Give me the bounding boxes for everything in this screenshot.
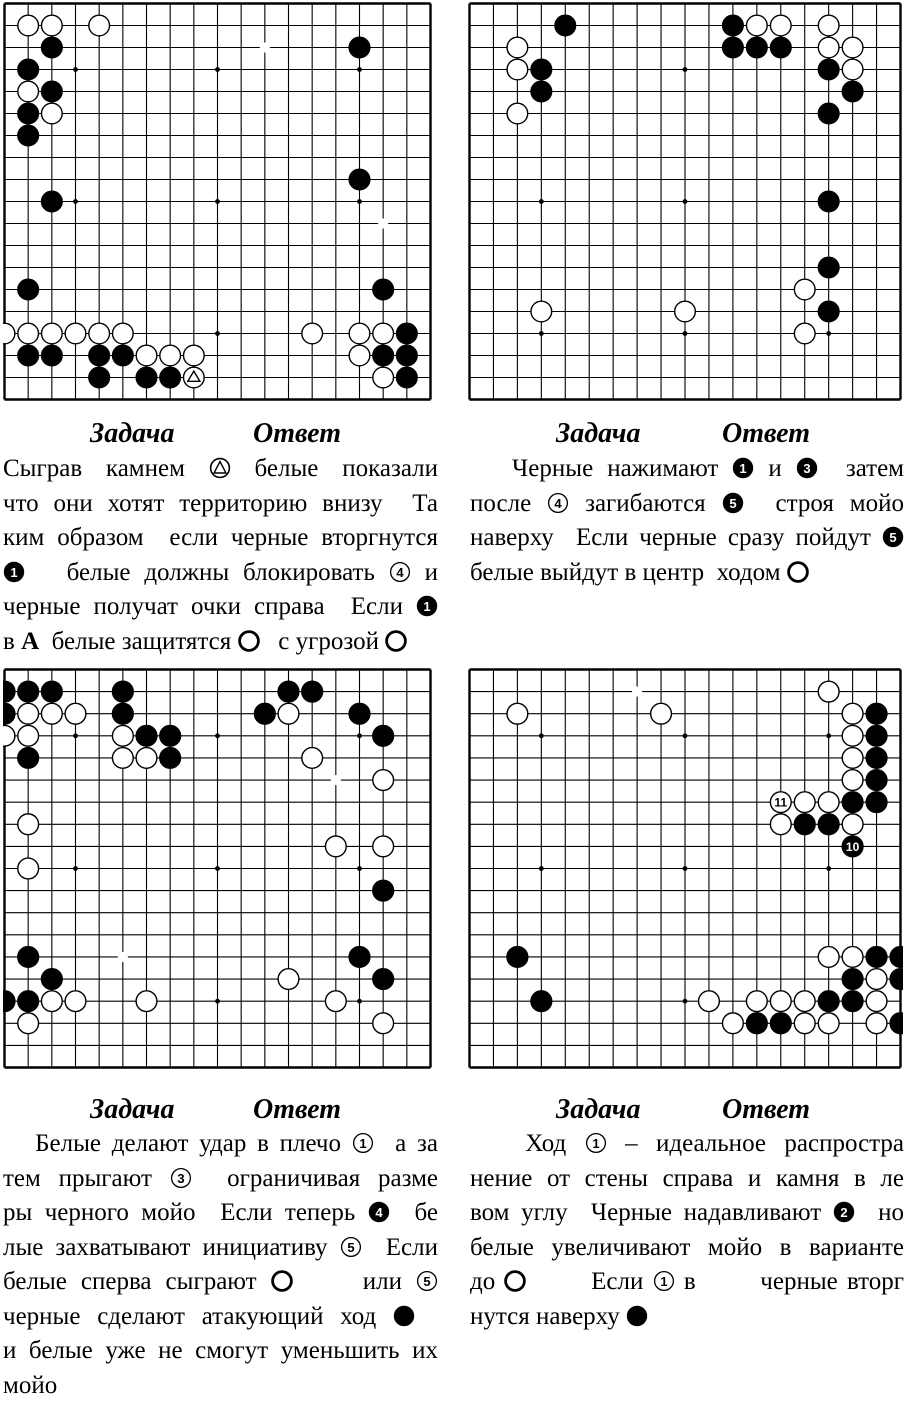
white-stone — [507, 37, 528, 58]
white-stone — [18, 1013, 39, 1034]
explanation-line: в A белые защитятся с угрозой — [3, 625, 438, 660]
black-stone — [531, 81, 552, 102]
explanation-line: 1 белые должны блокировать 4 и — [3, 556, 438, 591]
white-stone — [183, 367, 204, 388]
white-stone — [278, 703, 299, 724]
white-stone-icon — [585, 1132, 607, 1154]
star-point — [215, 866, 220, 871]
black-stone-icon — [3, 561, 25, 583]
black-stone — [818, 59, 839, 80]
white-stone — [818, 15, 839, 36]
explanation-line: и белые уже не смогут уменьшить их — [3, 1334, 438, 1369]
white-stone — [278, 969, 299, 990]
explanation-line: белые увеличивают мойо в варианте — [470, 1231, 904, 1266]
black-stone — [349, 703, 370, 724]
triangle-stone-icon — [209, 457, 231, 479]
black-stone — [507, 947, 528, 968]
star-point — [683, 199, 688, 204]
heading-answer-3: Ответ — [253, 1094, 341, 1126]
svg-text:4: 4 — [555, 496, 563, 511]
white-stone-icon — [352, 1132, 374, 1154]
go-board-4 — [468, 668, 903, 1070]
white-stone — [818, 681, 839, 702]
black-stone — [136, 367, 157, 388]
black-stone — [818, 103, 839, 124]
white-stone — [41, 15, 62, 36]
white-stone-icon — [385, 630, 407, 652]
black-stone — [890, 1013, 903, 1034]
black-stone — [842, 969, 863, 990]
star-point — [73, 866, 78, 871]
explanation-text-3 — [3, 1127, 438, 1403]
explanation-line: ким образом если черные вторгнутся — [3, 521, 438, 556]
explanation-line: лые захватывают инициативу 5 Если — [3, 1231, 438, 1266]
white-stone-icon — [238, 630, 260, 652]
white-stone — [507, 59, 528, 80]
star-point — [357, 67, 362, 72]
heading-task-1: Задача — [90, 418, 174, 450]
white-stone — [842, 59, 863, 80]
black-stone — [890, 947, 903, 968]
white-stone — [675, 301, 696, 322]
white-stone — [41, 703, 62, 724]
star-point — [683, 331, 688, 336]
white-stone-icon — [340, 1236, 362, 1258]
star-point — [683, 67, 688, 72]
white-stone — [818, 947, 839, 968]
explanation-line: нение от стены справа и камня в ле — [470, 1162, 904, 1197]
black-stone — [890, 969, 903, 990]
heading-answer-4: Ответ — [722, 1094, 810, 1126]
star-point — [73, 67, 78, 72]
black-stone — [18, 59, 39, 80]
black-stone — [89, 345, 110, 366]
white-stone-icon — [787, 561, 809, 583]
white-stone — [373, 770, 394, 791]
point-A-marker — [118, 952, 128, 962]
white-stone — [866, 991, 887, 1012]
black-stone — [112, 345, 133, 366]
black-stone — [555, 15, 576, 36]
white-stone — [136, 345, 157, 366]
white-stone — [325, 836, 346, 857]
white-stone — [373, 836, 394, 857]
black-stone — [18, 279, 39, 300]
black-stone — [41, 191, 62, 212]
black-stone — [770, 1013, 791, 1034]
black-stone — [818, 191, 839, 212]
black-stone — [723, 15, 744, 36]
black-stone — [866, 947, 887, 968]
explanation-line: белые сперва сыграют или 5 — [3, 1265, 438, 1300]
black-stone — [746, 37, 767, 58]
white-stone — [18, 81, 39, 102]
star-point — [215, 199, 220, 204]
white-stone — [18, 15, 39, 36]
white-stone — [325, 991, 346, 1012]
svg-text:3: 3 — [803, 461, 810, 476]
white-stone — [41, 991, 62, 1012]
black-stone — [160, 367, 181, 388]
black-stone — [349, 169, 370, 190]
black-stone — [41, 681, 62, 702]
white-stone — [349, 323, 370, 344]
white-stone — [842, 748, 863, 769]
explanation-line: тем прыгают 3 ограничивая разме — [3, 1162, 438, 1197]
svg-text:5: 5 — [729, 496, 736, 511]
white-stone — [373, 367, 394, 388]
explanation-text-2 — [470, 452, 904, 590]
white-stone — [651, 703, 672, 724]
explanation-line: Черные нажимают 1 и 3 затем — [470, 452, 904, 487]
black-stone — [866, 725, 887, 746]
black-stone — [818, 991, 839, 1012]
point-A-marker — [331, 775, 341, 785]
black-stone — [818, 814, 839, 835]
star-point — [357, 199, 362, 204]
white-stone-icon — [547, 492, 569, 514]
white-stone — [866, 969, 887, 990]
svg-text:2: 2 — [840, 1205, 847, 1220]
svg-text:4: 4 — [396, 565, 404, 580]
black-stone — [89, 367, 110, 388]
black-stone — [3, 991, 15, 1012]
svg-text:1: 1 — [592, 1136, 599, 1151]
white-stone — [18, 814, 39, 835]
black-stone — [112, 681, 133, 702]
svg-text:3: 3 — [177, 1171, 184, 1186]
white-stone — [794, 323, 815, 344]
star-point — [73, 199, 78, 204]
star-point — [215, 733, 220, 738]
star-point — [683, 866, 688, 871]
white-stone-icon — [653, 1270, 675, 1292]
white-stone — [794, 1013, 815, 1034]
white-stone — [112, 748, 133, 769]
black-stone — [18, 103, 39, 124]
white-stone — [507, 703, 528, 724]
black-stone — [866, 703, 887, 724]
white-stone — [746, 991, 767, 1012]
black-stone — [349, 37, 370, 58]
white-stone — [373, 323, 394, 344]
white-stone — [842, 947, 863, 968]
star-point — [539, 331, 544, 336]
black-stone — [18, 345, 39, 366]
explanation-text-4 — [470, 1127, 904, 1334]
explanation-text-1 — [3, 452, 438, 659]
white-stone — [699, 991, 720, 1012]
black-stone — [818, 257, 839, 278]
white-stone-icon — [504, 1270, 526, 1292]
white-stone — [818, 792, 839, 813]
white-stone — [302, 323, 323, 344]
white-stone — [89, 15, 110, 36]
star-point — [215, 331, 220, 336]
black-stone — [18, 125, 39, 146]
svg-text:1: 1 — [10, 565, 17, 580]
black-stone — [349, 947, 370, 968]
white-stone — [842, 725, 863, 746]
white-stone — [722, 1013, 743, 1034]
black-stone — [254, 703, 275, 724]
white-stone — [183, 345, 204, 366]
black-stone — [866, 770, 887, 791]
black-stone — [160, 725, 181, 746]
explanation-line: Ход 1 – идеальное распростра — [470, 1127, 904, 1162]
point-A-marker — [260, 43, 270, 53]
black-stone — [112, 703, 133, 724]
svg-text:1: 1 — [660, 1274, 667, 1289]
explanation-line: ры черного мойо Если теперь 4 бе — [3, 1196, 438, 1231]
heading-task-3: Задача — [90, 1094, 174, 1126]
white-stone — [18, 858, 39, 879]
heading-answer-2: Ответ — [722, 418, 810, 450]
svg-text:1: 1 — [740, 461, 747, 476]
black-stone — [373, 880, 394, 901]
black-stone — [373, 279, 394, 300]
white-stone-icon — [389, 561, 411, 583]
explanation-line: нутся наверху — [470, 1300, 904, 1335]
explanation-line: после 4 загибаются 5 строя мойо — [470, 487, 904, 522]
star-point — [826, 331, 831, 336]
white-stone — [89, 323, 110, 344]
svg-text:5: 5 — [889, 530, 896, 545]
white-stone — [842, 770, 863, 791]
star-point — [73, 733, 78, 738]
white-stone — [770, 991, 791, 1012]
white-stone-icon — [170, 1167, 192, 1189]
black-stone — [302, 681, 323, 702]
black-stone — [41, 969, 62, 990]
white-stone — [794, 792, 815, 813]
white-stone — [866, 1013, 887, 1034]
explanation-line: черные получат очки справа Если 1 — [3, 590, 438, 625]
black-stone — [3, 681, 15, 702]
explanation-line: наверху Если черные сразу пойдут 5 — [470, 521, 904, 556]
white-stone — [842, 814, 863, 835]
white-stone — [65, 323, 86, 344]
white-stone — [136, 991, 157, 1012]
heading-task-2: Задача — [556, 418, 640, 450]
black-stone — [373, 969, 394, 990]
white-stone — [507, 103, 528, 124]
svg-text:5: 5 — [347, 1240, 354, 1255]
svg-text:1: 1 — [423, 599, 430, 614]
white-stone — [112, 725, 133, 746]
white-stone — [18, 323, 39, 344]
star-point — [539, 866, 544, 871]
white-stone — [770, 814, 791, 835]
explanation-line: черные сделают атакующий ход — [3, 1300, 438, 1335]
star-point — [683, 999, 688, 1004]
black-stone — [396, 323, 417, 344]
black-stone — [373, 345, 394, 366]
star-point — [539, 199, 544, 204]
black-stone-icon — [722, 492, 744, 514]
black-stone — [866, 748, 887, 769]
black-stone — [41, 37, 62, 58]
black-stone — [18, 748, 39, 769]
svg-text:1: 1 — [359, 1136, 366, 1151]
white-stone — [302, 748, 323, 769]
black-stone — [842, 991, 863, 1012]
black-stone — [794, 814, 815, 835]
white-stone — [18, 725, 39, 746]
white-stone — [18, 703, 39, 724]
white-stone — [349, 345, 370, 366]
star-point — [215, 999, 220, 1004]
white-stone — [41, 103, 62, 124]
explanation-line: Сыграв камнем белые показали — [3, 452, 438, 487]
black-stone — [746, 1013, 767, 1034]
black-stone — [160, 748, 181, 769]
go-board-1 — [3, 2, 433, 402]
star-point — [215, 67, 220, 72]
white-stone — [818, 1013, 839, 1034]
white-stone — [112, 323, 133, 344]
black-stone — [373, 725, 394, 746]
white-stone — [818, 37, 839, 58]
white-stone — [160, 345, 181, 366]
black-stone — [41, 81, 62, 102]
star-point — [357, 999, 362, 1004]
star-point — [826, 733, 831, 738]
white-stone — [531, 301, 552, 322]
point-A-marker — [632, 687, 642, 697]
star-point — [683, 733, 688, 738]
white-stone — [3, 725, 15, 746]
white-stone-icon — [416, 1270, 438, 1292]
star-point — [357, 733, 362, 738]
black-stone-icon — [626, 1305, 648, 1327]
explanation-line: до Если 1 в черные вторг — [470, 1265, 904, 1300]
explanation-line: Белые делают удар в плечо 1 а за — [3, 1127, 438, 1162]
black-stone — [18, 991, 39, 1012]
black-stone — [136, 725, 157, 746]
black-stone — [18, 947, 39, 968]
black-stone-icon — [416, 595, 438, 617]
black-stone — [842, 81, 863, 102]
svg-text:5: 5 — [423, 1274, 430, 1289]
black-stone — [531, 991, 552, 1012]
star-point — [539, 733, 544, 738]
white-stone — [65, 703, 86, 724]
white-stone-icon — [271, 1270, 293, 1292]
white-stone — [794, 279, 815, 300]
white-stone — [746, 15, 767, 36]
white-stone — [770, 15, 791, 36]
black-stone — [818, 301, 839, 322]
black-stone — [396, 367, 417, 388]
white-stone — [842, 703, 863, 724]
black-stone-icon — [833, 1201, 855, 1223]
white-stone — [136, 748, 157, 769]
black-stone — [770, 37, 791, 58]
svg-text:4: 4 — [375, 1205, 383, 1220]
explanation-line: белые выйдут в центр ходом — [470, 556, 904, 591]
explanation-line: мойо — [3, 1369, 438, 1403]
black-stone — [396, 345, 417, 366]
black-stone-icon — [393, 1305, 415, 1327]
white-stone — [65, 991, 86, 1012]
black-stone-icon — [796, 457, 818, 479]
black-stone — [531, 59, 552, 80]
go-board-3 — [3, 668, 433, 1070]
explanation-line: что они хотят территорию внизу Та — [3, 487, 438, 522]
star-point — [826, 866, 831, 871]
go-board-2 — [468, 2, 903, 402]
white-stone — [3, 323, 15, 344]
black-stone — [278, 681, 299, 702]
white-stone — [794, 991, 815, 1012]
black-stone-icon — [368, 1201, 390, 1223]
black-stone — [866, 792, 887, 813]
black-stone-icon — [732, 457, 754, 479]
heading-task-4: Задача — [556, 1094, 640, 1126]
white-stone — [842, 37, 863, 58]
svg-text:10: 10 — [846, 840, 860, 854]
black-stone — [3, 703, 15, 724]
point-A-marker — [378, 219, 388, 229]
black-stone — [842, 792, 863, 813]
black-stone — [842, 836, 863, 857]
white-stone — [373, 1013, 394, 1034]
star-point — [357, 866, 362, 871]
svg-text:11: 11 — [774, 796, 787, 810]
black-stone-icon — [882, 526, 904, 548]
black-stone — [723, 37, 744, 58]
white-stone — [770, 792, 791, 813]
black-stone — [41, 345, 62, 366]
explanation-line: вом углу Черные надавливают 2 но — [470, 1196, 904, 1231]
black-stone — [18, 681, 39, 702]
heading-answer-1: Ответ — [253, 418, 341, 450]
white-stone — [41, 323, 62, 344]
